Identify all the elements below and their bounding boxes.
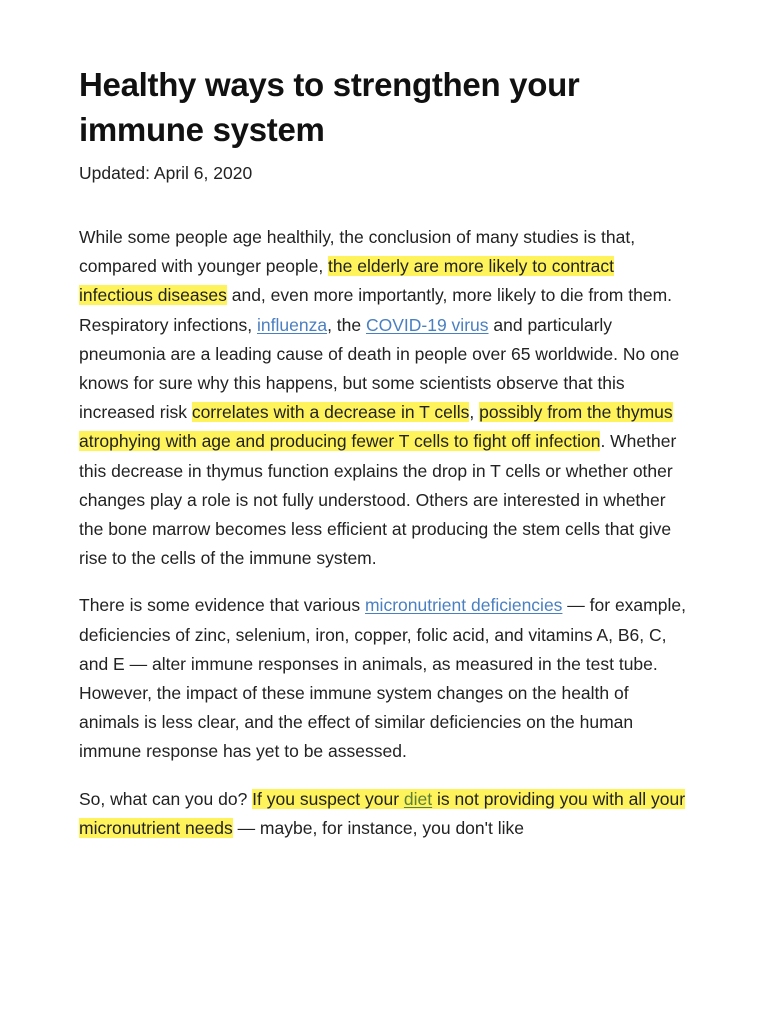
paragraph-1 — [79, 223, 691, 573]
link-diet[interactable]: diet — [403, 788, 433, 809]
text: While some people age healthily, the conclusion of many studies is that, compared with younger people, — [79, 227, 636, 277]
updated-date: Updated: April 6, 2020 — [79, 163, 253, 183]
highlight: possibly from the thymus atrophying with age and producing fewer T cells to fight off infection — [79, 402, 673, 452]
text: — for example, deficiencies of zinc, selenium, iron, copper, folic acid, and vitamins A, B6, C, and E — alter immune responses in animals, as measured in the test tube. However, the impact of these immune system changes on the health of animals is less clear, and the effect of similar deficiencies on the human immune response has yet to be assessed. — [79, 595, 686, 762]
text: and, even more importantly, more likely to die from them. Respiratory infections, — [79, 285, 673, 335]
text: — maybe, for instance, you don't like — [232, 817, 524, 838]
paragraph-3 — [79, 785, 691, 843]
highlight: correlates with a decrease in T cells — [191, 402, 470, 423]
paragraph-2 — [79, 591, 691, 766]
link-micronutrient-deficiencies[interactable]: micronutrient deficiencies — [364, 595, 563, 616]
text: , the — [327, 314, 366, 335]
link-influenza[interactable]: influenza — [257, 314, 328, 335]
text: So, what can you do? — [79, 788, 253, 809]
text: There is some evidence that various — [79, 595, 365, 616]
article — [79, 62, 691, 843]
text: If you suspect your — [252, 788, 404, 809]
text: is not providing you with all your micronutrient needs — [79, 788, 686, 838]
text: , — [469, 402, 480, 423]
text: . Whether this decrease in thymus function explains the drop in T cells or whether other changes play a role is not fully understood. Others are interested in whether the bone marrow becomes less efficient at producing the stem cells that give rise to the cells of the immune system. — [79, 431, 677, 569]
link-covid-19-virus[interactable]: COVID-19 virus — [365, 314, 489, 335]
article-title: Healthy ways to strengthen your immune system — [79, 66, 580, 148]
text: and particularly pneumonia are a leading cause of death in people over 65 worldwide. No one knows for sure why this happens, but some scientists observe that this increased risk — [79, 314, 680, 423]
highlight: the elderly are more likely to contract infectious diseases — [79, 256, 615, 306]
